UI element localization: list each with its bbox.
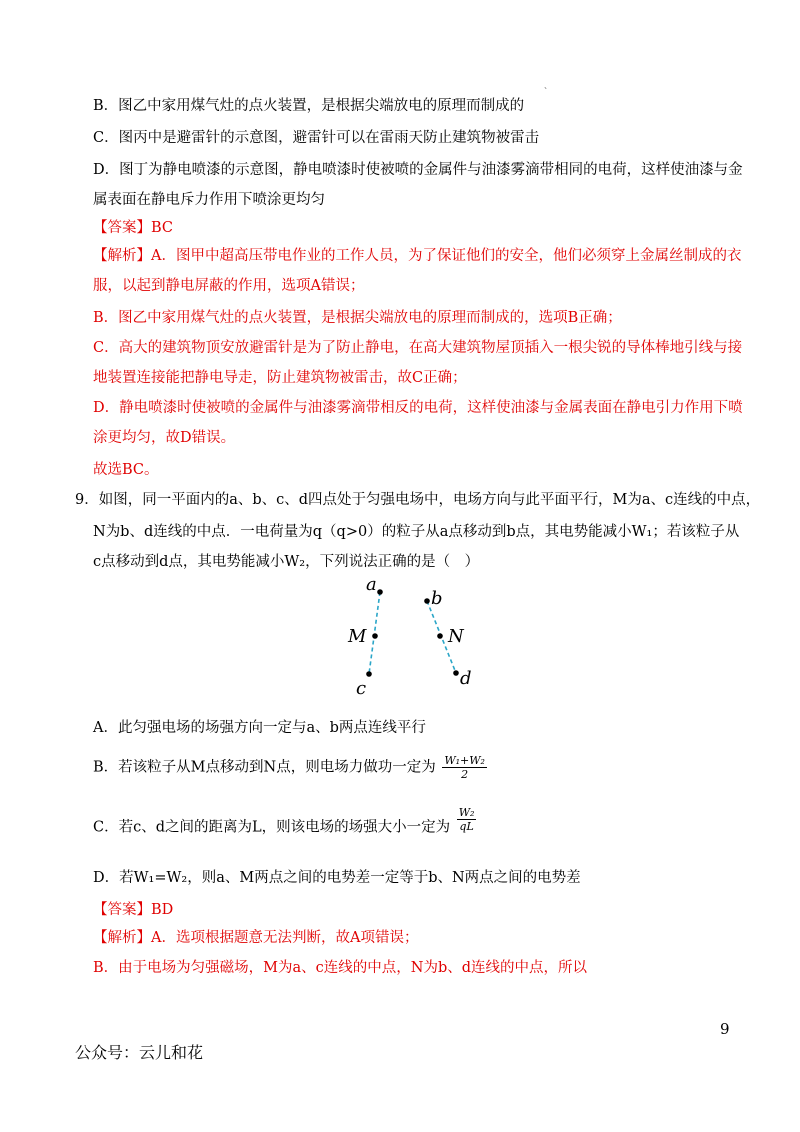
- option-c-numerator: W₂: [458, 806, 475, 819]
- option-b-text: B．若该粒子从M点移动到N点，则电场力做功一定为: [93, 759, 436, 776]
- analysis-q8-c-line2: 地装置连接能把静电导走，防止建筑物被雷击，故C正确；: [93, 370, 467, 386]
- point-a: [377, 589, 383, 595]
- segment-ac: [369, 592, 380, 674]
- answer-q8: 【答案】BC: [93, 220, 174, 236]
- footer-account: 公众号：云儿和花: [75, 1043, 204, 1062]
- option-b-fraction: [442, 754, 487, 781]
- option-b-previous: B．图乙中家用煤气灶的点火装置，是根据尖端放电的原理而制成的: [93, 98, 525, 114]
- point-c: [366, 671, 372, 677]
- question-9-line3: c点移动到d点，其电势能减小W₂，下列说法正确的是（ ）: [93, 554, 480, 570]
- option-c-fraction: [457, 806, 477, 833]
- analysis-q8-a-line1: 【解析】A．图甲中超高压带电作业的工作人员，为了保证他们的安全，他们必须穿上金属丝制成的衣: [93, 248, 742, 264]
- option-d: D．若W₁=W₂，则a、M两点之间的电势差一定等于b、N两点之间的电势差: [93, 870, 581, 886]
- option-b-numerator: W₁+W₂: [444, 754, 485, 767]
- analysis-q9-a: 【解析】A．选项根据题意无法判断，故A项错误；: [93, 930, 419, 946]
- analysis-q8-a-line2: 服，以起到静电屏蔽的作用，选项A错误；: [93, 278, 365, 294]
- label-d: d: [460, 668, 472, 689]
- point-N: [437, 633, 443, 639]
- label-c: c: [356, 678, 367, 695]
- point-d: [453, 670, 459, 676]
- analysis-q8-d-line1: D．静电喷漆时使被喷的金属件与油漆雾滴带相反的电荷，这样使油漆与金属表面在静电引力作用下喷: [93, 400, 743, 416]
- option-c-previous: C．图丙中是避雷针的示意图，避雷针可以在雷雨天防止建筑物被雷击: [93, 130, 540, 146]
- analysis-q8-conclusion: 故选BC。: [93, 462, 159, 478]
- analysis-q8-b: B．图乙中家用煤气灶的点火装置，是根据尖端放电的原理而制成的，选项B正确；: [93, 310, 622, 326]
- question-9-line2: N为b、d连线的中点．一电荷量为q（q>0）的粒子从a点移动到b点，其电势能减小W₁；若该粒子从: [93, 524, 740, 540]
- option-d-previous-line2: 属表面在静电斥力作用下喷涂更均匀: [93, 192, 325, 208]
- label-a: a: [366, 574, 377, 595]
- analysis-q8-c-line1: C．高大的建筑物顶安放避雷针是为了防止静电，在高大建筑物屋顶插入一根尖锐的导体棒地引线与接: [93, 340, 743, 356]
- option-c: [93, 806, 476, 841]
- option-b: [93, 754, 487, 781]
- analysis-q8-d-line2: 涂更均匀，故D错误。: [93, 430, 236, 446]
- option-a: A．此匀强电场的场强方向一定与a、b两点连线平行: [93, 720, 426, 736]
- option-b-denominator: 2: [461, 768, 469, 781]
- question-9-line1: 9．如图，同一平面内的a、b、c、d四点处于匀强电场中，电场方向与此平面平行，M为a、c连线的中点，: [75, 492, 761, 508]
- label-M: M: [348, 626, 367, 647]
- label-b: b: [431, 588, 443, 609]
- figure-points-diagram: [330, 570, 500, 695]
- point-M: [372, 633, 378, 639]
- label-N: N: [448, 626, 464, 647]
- option-c-text: C．若c、d之间的距离为L，则该电场的场强大小一定为: [93, 819, 451, 836]
- option-c-denominator: qL: [459, 820, 474, 833]
- page-mark: 、: [544, 81, 552, 90]
- answer-q9: 【答案】BD: [93, 902, 174, 918]
- point-b: [424, 598, 430, 604]
- analysis-q9-b: B．由于电场为匀强磁场，M为a、c连线的中点，N为b、d连线的中点，所以: [93, 960, 588, 976]
- option-d-previous-line1: D．图丁为静电喷漆的示意图，静电喷漆时使被喷的金属件与油漆雾滴带相同的电荷，这样使油漆与金: [93, 162, 743, 178]
- page-number: 9: [720, 1020, 730, 1038]
